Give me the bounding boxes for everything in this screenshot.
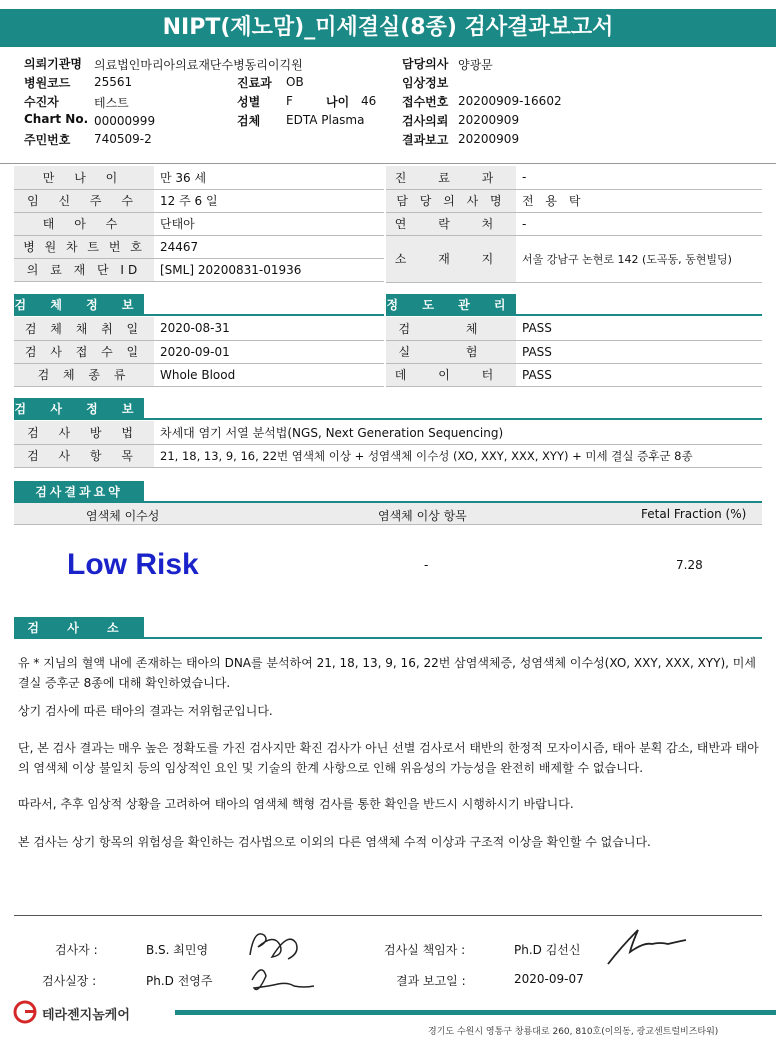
finding-paragraph-5: 본 검사는 상기 항목의 위험성을 확인하는 검사법으로 이외의 다른 염색체 수적 이상과 구조적 이상을 확인할 수 없습니다. (18, 835, 651, 849)
finding-paragraph-4: 따라서, 추후 임상적 상황을 고려하여 태아의 염색체 핵형 검사를 통한 확인을 반드시 시행하시기 바랍니다. (18, 797, 574, 811)
divider (0, 163, 776, 164)
report-date-label: 결과 보고일 : (396, 974, 466, 988)
clinical-label: 임상정보 (402, 76, 449, 90)
specimen-section-header (14, 294, 384, 316)
signature-divider (14, 915, 762, 916)
specimen-section-title: 검 체 정 보 (14, 294, 144, 316)
doctor-label: 담당의사 (402, 57, 449, 71)
specimen-label: 검체 (237, 114, 261, 128)
report-value: 20200909 (458, 132, 520, 146)
hospital-code-value: 25561 (94, 75, 133, 89)
qc-specimen-value: PASS (516, 317, 762, 340)
chart-label: Chart No. (24, 112, 89, 126)
finding-paragraph-3: 단, 본 검사 결과는 매우 높은 정확도를 가진 검사지만 확진 검사가 아닌 선별 검사로서 태반의 한정적 모자이시즘, 태아 분획 감소, 태반과 태아의 염색체 이상 불일치 등의 임상적인 요인 및 기술의 한계 사항으로 인해 위음성의 가능성을 완전히 배제할 수 없습니다. (18, 741, 759, 775)
doctor-value: 양광문 (458, 58, 493, 72)
chief-signature-icon (248, 958, 318, 998)
summary-col1: 염색체 이수성 (86, 509, 160, 523)
resident-label: 주민번호 (24, 133, 71, 147)
fetus-value: 단태아 (154, 212, 384, 235)
director-signature-icon (604, 922, 694, 970)
collect-value: 2020-08-31 (154, 317, 384, 340)
patient-age-label: 만 나 이 (14, 166, 154, 189)
summary-col3: Fetal Fraction (%) (641, 507, 747, 521)
summary-section-title: 검사결과요약 (14, 481, 144, 503)
resident-value: 740509-2 (94, 132, 152, 146)
company-logo-icon (12, 1000, 38, 1024)
tester-value: B.S. 최민영 (146, 943, 209, 957)
contact-label: 연 락 처 (386, 212, 516, 235)
specimen-table (14, 317, 384, 387)
fetus-label: 태 아 수 (14, 212, 154, 235)
department-label: 진료과 (237, 76, 272, 90)
report-date-value: 2020-09-07 (514, 972, 584, 986)
qc-experiment-label: 실 험 (386, 340, 516, 363)
director-label: 검사실 책임자 : (384, 943, 466, 957)
risk-result: Low Risk (67, 548, 199, 581)
chart-value: 00000999 (94, 114, 156, 128)
receive-value: 2020-09-01 (154, 340, 384, 363)
foundation-label: 의 료 재 단 ID (14, 258, 154, 281)
chief-value: Ph.D 전영주 (146, 974, 213, 988)
patient-table-left (14, 166, 384, 282)
qc-specimen-label: 검 체 (386, 317, 516, 340)
test-table (14, 421, 762, 468)
company-name: 테라젠지놈케어 (42, 1008, 130, 1023)
type-label: 검 체 종 류 (14, 363, 154, 386)
age-label: 나이 (326, 95, 350, 109)
receipt-value: 20200909-16602 (458, 94, 562, 108)
qc-data-label: 데 이 터 (386, 363, 516, 386)
attending-value: 전 용 탁 (516, 189, 762, 212)
department-value: OB (286, 75, 304, 89)
qc-experiment-value: PASS (516, 340, 762, 363)
summary-col2: 염색체 이상 항목 (378, 509, 467, 523)
tester-label: 검사자 : (55, 943, 98, 957)
collector-value: 테스트 (94, 96, 129, 110)
age-value: 46 (361, 94, 377, 108)
finding-paragraph-1: 유 * 지님의 혈액 내에 존재하는 태아의 DNA를 분석하여 21, 18, 13, 9, 16, 22번 삼염색체증, 성염색체 이수성(XO, XXY, XXX, XYY), 미세 결실 증후군 8종에 대해 확인하였습니다. (18, 656, 756, 690)
footer-address: 경기도 수원시 영통구 창룡대로 260, 810호(이의동, 광교센트럴비즈타워) (428, 1027, 719, 1037)
items-value: 21, 18, 13, 9, 16, 22번 염색체 이상 + 성염색체 이수성 (XO, XXY, XXX, XYY) + 미세 결실 증후군 8종 (154, 444, 762, 467)
foundation-value: [SML] 20200831-01936 (154, 258, 384, 281)
findings-section-title: 검 사 소 견 (14, 617, 144, 639)
patient-table-right (386, 166, 762, 283)
collector-label: 수진자 (24, 95, 59, 109)
test-section-title: 검 사 정 보 (14, 398, 144, 420)
finding-paragraph-2: 상기 검사에 따른 태아의 결과는 저위험군입니다. (18, 704, 273, 718)
address-value: 서울 강남구 논현로 142 (도곡동, 동현빌딩) (516, 235, 762, 282)
collect-label: 검 체 채 취 일 (14, 317, 154, 340)
qc-data-value: PASS (516, 363, 762, 386)
request-label: 검사의뢰 (402, 114, 449, 128)
qc-table (386, 317, 762, 387)
items-label: 검 사 항 목 (14, 444, 154, 467)
gestation-label: 임 신 주 수 (14, 189, 154, 212)
footer-bar (175, 1010, 776, 1015)
qc-section-header (386, 294, 762, 316)
dept-label: 진 료 과 (386, 166, 516, 189)
patient-age-value: 만 36 세 (154, 166, 384, 189)
findings-section-header (14, 617, 762, 657)
receipt-label: 접수번호 (402, 95, 449, 109)
patient-chart-label: 병 원 차 트 번 호 (14, 235, 154, 258)
method-value: 차세대 염기 서열 분석법(NGS, Next Generation Sequencing) (154, 421, 762, 444)
type-value: Whole Blood (154, 363, 384, 386)
dept-value: - (516, 166, 762, 189)
report-label: 결과보고 (402, 133, 449, 147)
hospital-code-label: 병원코드 (24, 76, 71, 90)
chief-label: 검사실장 : (42, 974, 97, 988)
specimen-value: EDTA Plasma (286, 113, 365, 127)
sex-value: F (286, 94, 293, 108)
gestation-value: 12 주 6 일 (154, 189, 384, 212)
qc-section-title: 정 도 관 리 (386, 294, 516, 316)
report-title: NIPT(제노맘)_미세결실(8종) 검사결과보고서 (0, 9, 776, 47)
institution-value: 의료법인마리아의료재단수병동리이긱원 (94, 58, 303, 72)
fetal-fraction-value: 7.28 (676, 558, 703, 572)
summary-section-header (14, 481, 762, 503)
receive-label: 검 사 접 수 일 (14, 340, 154, 363)
institution-label: 의뢰기관명 (24, 57, 82, 71)
attending-label: 담 당 의 사 명 (386, 189, 516, 212)
patient-chart-value: 24467 (154, 235, 384, 258)
address-label: 소 재 지 (386, 235, 516, 282)
contact-value: - (516, 212, 762, 235)
abnormal-result: - (424, 558, 429, 572)
director-value: Ph.D 김선신 (514, 943, 581, 957)
test-section-header (14, 398, 762, 420)
method-label: 검 사 방 법 (14, 421, 154, 444)
request-value: 20200909 (458, 113, 520, 127)
sex-label: 성별 (237, 95, 261, 109)
